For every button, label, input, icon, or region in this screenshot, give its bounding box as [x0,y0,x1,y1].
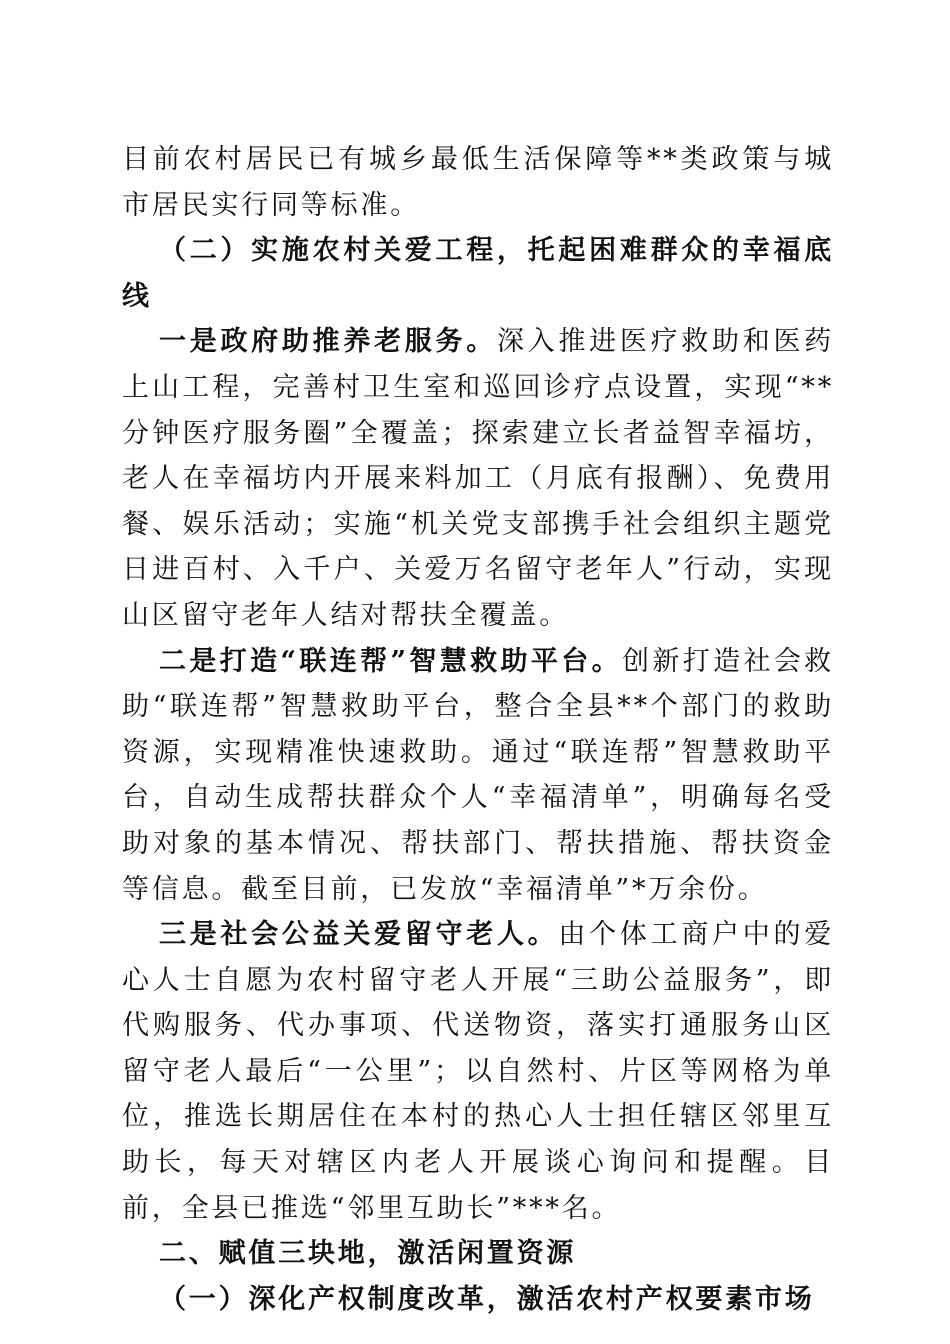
paragraph-lead: 一是政府助推养老服务。 [159,326,497,358]
paragraph-body: 深入推进医疗救助和医药上山工程，完善村卫生室和巡回诊疗点设置，实现“**分钟医疗服务圈”全覆盖；探索建立长者益智幸福坊，老人在幸福坊内开展来料加工（月底有报酬）、免费用餐、娱乐活动；实施“机关党支部携手社会组织主题党日进百村、入千户、关爱万名留守老年人”行动，实现山区留守老年人结对帮扶全覆盖。 [122,326,834,631]
body-text [122,137,834,1322]
paragraph-smart-assistance [122,639,834,913]
paragraph-lead: 二是打造“联连帮”智慧救助平台。 [159,645,622,677]
paragraph-continuation: 目前农村居民已有城乡最低生活保障等**类政策与城市居民实行同等标准。 [122,144,834,221]
subheading-care-project: （二）实施农村关爱工程，托起困难群众的幸福底线 [122,235,834,312]
section-heading: 二、赋值三块地，激活闲置资源 [159,1238,577,1270]
paragraph-body: 创新打造社会救助“联连帮”智慧救助平台，整合全县**个部门的救助资源，实现精准快速救助。通过“联连帮”智慧救助平台，自动生成帮扶群众个人“幸福清单”，明确每名受助对象的基本情况、帮扶部门、帮扶措施、帮扶资金等信息。截至目前，已发放“幸福清单”*万余份。 [122,645,834,905]
paragraph-body: 由个体工商户中的爱心人士自愿为农村留守老人开展“三助公益服务”，即代购服务、代办事项、代送物资，落实打通服务山区留守老人最后“一公里”；以自然村、片区等网格为单位，推选长期居住在本村的热心人士担任辖区邻里互助长，每天对辖区内老人开展谈心询问和提醒。目前，全县已推选“邻里互助长”***名。 [122,919,834,1224]
paragraph-public-welfare [122,912,834,1231]
subheading-property-reform: （一）深化产权制度改革，激活农村产权要素市场 [159,1283,815,1315]
paragraph-lead: 三是社会公益关爱留守老人。 [159,919,559,951]
paragraph-elderly-care [122,319,834,638]
